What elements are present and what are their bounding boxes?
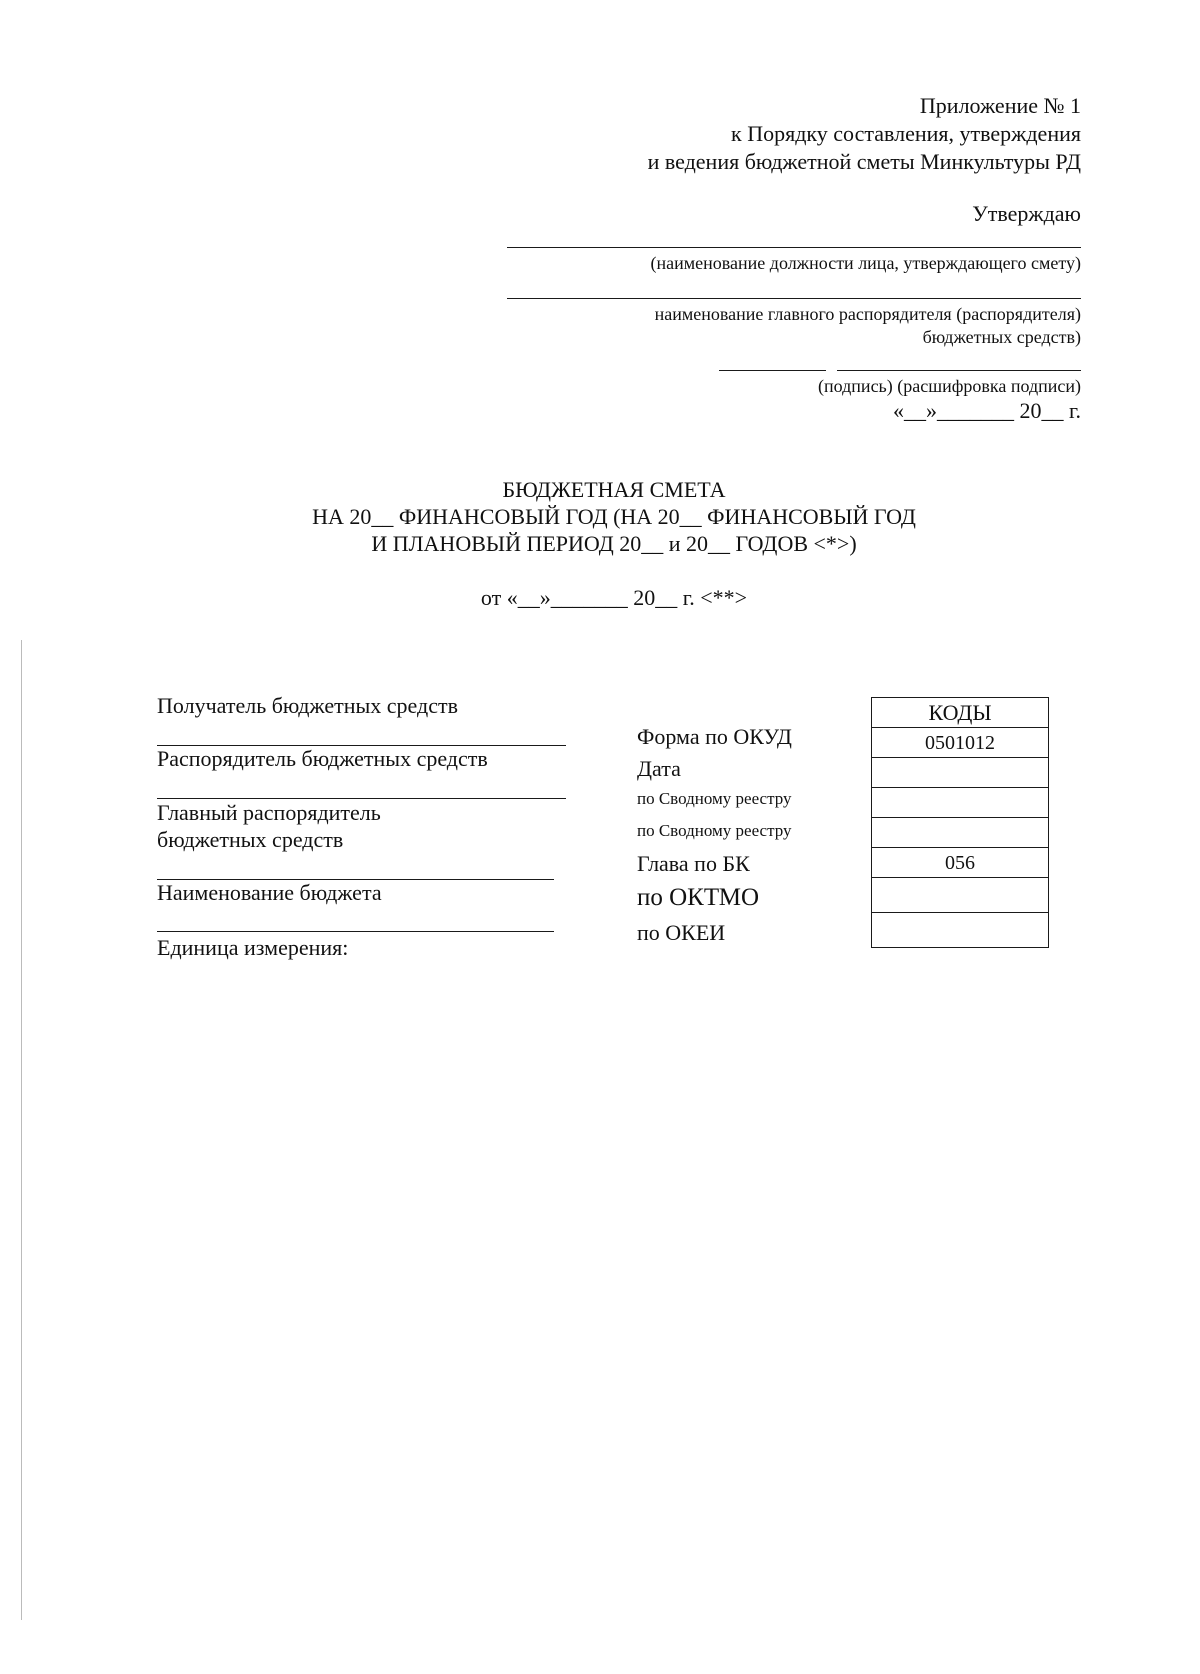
- bk-chapter-label: Глава по БК: [637, 851, 750, 876]
- manager-field-line: [157, 798, 566, 799]
- appendix-title: Приложение № 1: [919, 93, 1081, 118]
- manager-caption-line1: наименование главного распорядителя (распорядителя): [654, 304, 1081, 324]
- manager-line: [507, 298, 1081, 299]
- recipient-label: Получатель бюджетных средств: [157, 693, 458, 718]
- oktmo-code-cell[interactable]: [872, 878, 1049, 913]
- codes-row-bk: [872, 848, 1049, 878]
- okud-code-cell[interactable]: 0501012: [872, 728, 1049, 758]
- document-title-line3: И ПЛАНОВЫЙ ПЕРИОД 20__ и 20__ ГОДОВ <*>): [371, 531, 857, 556]
- codes-header-row: [872, 698, 1049, 728]
- scan-edge-line: [21, 640, 22, 1620]
- oktmo-label: по ОКТМО: [637, 884, 760, 911]
- codes-row-date: [872, 758, 1049, 788]
- document-title: БЮДЖЕТНАЯ СМЕТА: [502, 477, 726, 502]
- signature-caption: (подпись) (расшифровка подписи): [818, 376, 1081, 396]
- position-line: [507, 247, 1081, 248]
- manager-label: Распорядитель бюджетных средств: [157, 746, 488, 771]
- budget-name-label: Наименование бюджета: [157, 880, 382, 905]
- unit-label: Единица измерения:: [157, 935, 349, 960]
- okei-label: по ОКЕИ: [637, 920, 726, 945]
- date-code-cell[interactable]: [872, 758, 1049, 788]
- codes-header: КОДЫ: [872, 698, 1049, 728]
- signature-decoding-line: [837, 370, 1081, 371]
- budget-name-line: [157, 931, 554, 932]
- approve-label: Утверждаю: [972, 201, 1081, 226]
- document-title-line2: НА 20__ ФИНАНСОВЫЙ ГОД (НА 20__ ФИНАНСОВЫЙ ГОД: [312, 504, 916, 529]
- appendix-line2: к Порядку составления, утверждения: [731, 121, 1081, 146]
- registry2-code-cell[interactable]: [872, 818, 1049, 848]
- appendix-line3: и ведения бюджетной сметы Минкультуры РД: [647, 149, 1081, 174]
- okud-label: Форма по ОКУД: [637, 724, 792, 749]
- document-date: от «__»_______ 20__ г. <**>: [480, 585, 748, 610]
- codes-row-registry1: [872, 788, 1049, 818]
- codes-row-okei: [872, 913, 1049, 948]
- codes-row-okud: [872, 728, 1049, 758]
- registry-label-2: по Сводному реестру: [637, 821, 792, 840]
- approval-date: «__»_______ 20__ г.: [892, 398, 1081, 423]
- bk-code-cell[interactable]: 056: [872, 848, 1049, 878]
- codes-row-oktmo: [872, 878, 1049, 913]
- manager-caption-line2: бюджетных средств): [922, 327, 1081, 347]
- chief-manager-label-line2: бюджетных средств: [157, 827, 344, 852]
- chief-manager-label-line1: Главный распорядитель: [157, 800, 381, 825]
- date-label: Дата: [637, 756, 681, 781]
- codes-table: [871, 697, 1049, 948]
- position-caption: (наименование должности лица, утверждающего смету): [650, 253, 1081, 273]
- registry-label-1: по Сводному реестру: [637, 789, 792, 808]
- registry1-code-cell[interactable]: [872, 788, 1049, 818]
- signature-line: [719, 370, 826, 371]
- codes-row-registry2: [872, 818, 1049, 848]
- okei-code-cell[interactable]: [872, 913, 1049, 948]
